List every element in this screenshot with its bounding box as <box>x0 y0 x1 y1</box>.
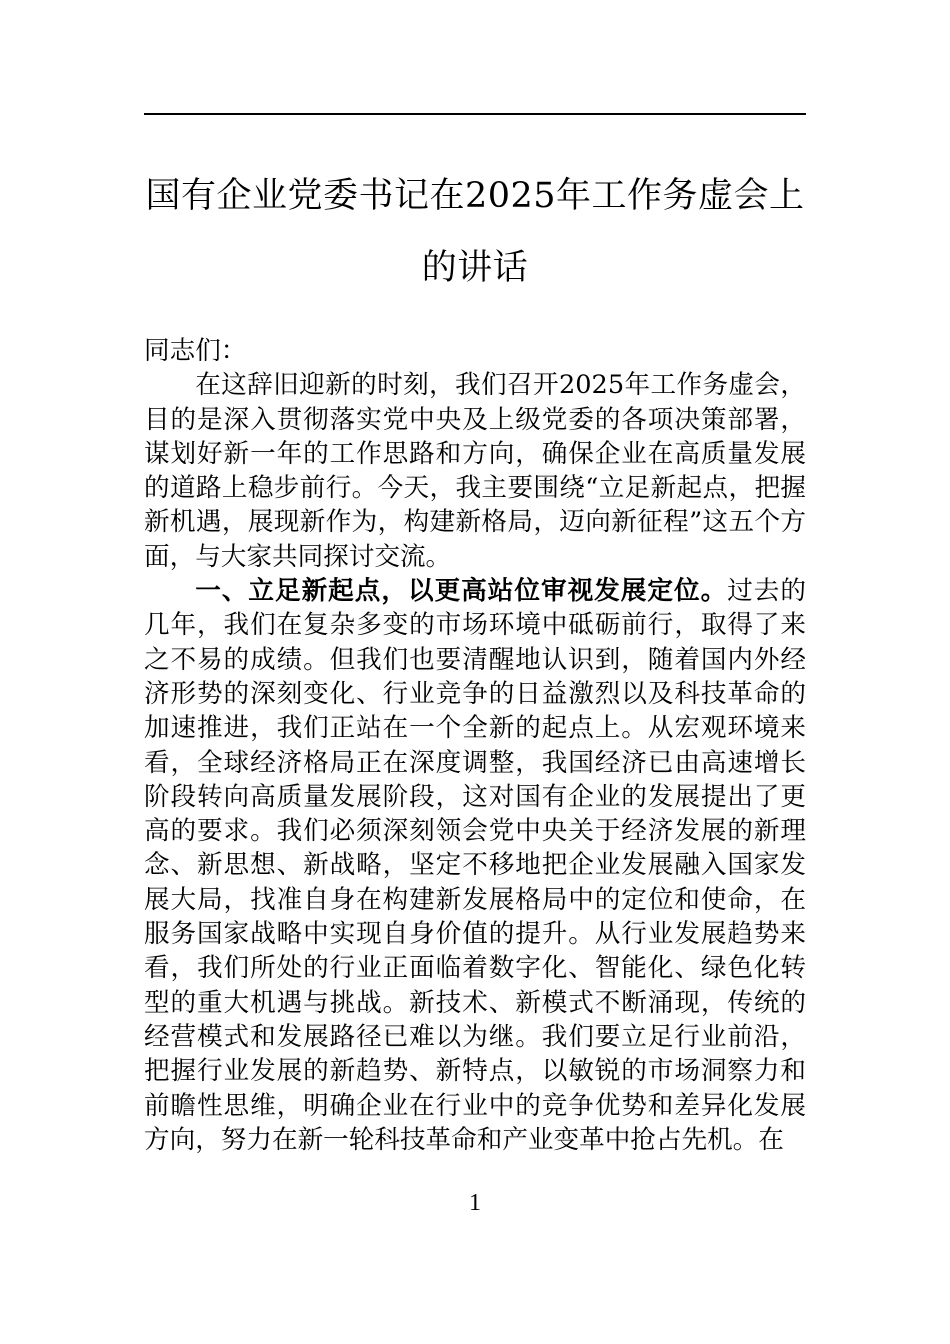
page-number: 1 <box>469 1190 481 1216</box>
section-heading: 一、立足新起点，以更高站位审视发展定位。 <box>195 576 728 607</box>
document-body <box>144 334 806 1157</box>
paragraph-section-one <box>144 574 806 1157</box>
top-rule <box>144 113 806 115</box>
paragraph-intro-text: 在这辞旧迎新的时刻，我们召开2025年工作务虚会，目的是深入贯彻落实党中央及上级党委的各项决策部署，谋划好新一年的工作思路和方向，确保企业在高质量发展的道路上稳步前行。今天，我主要围绕“立足新起点，把握新机遇，展现新作为，构建新格局，迈向新征程”这五个方面，与大家共同探讨交流。 <box>144 370 806 572</box>
salutation: 同志们： <box>144 336 247 366</box>
paragraph-intro <box>144 368 806 574</box>
document-title: 国有企业党委书记在2025年工作务虚会上的讲话 <box>145 176 805 288</box>
paragraph-section-one-text: 过去的几年，我们在复杂多变的市场环境中砥砺前行，取得了来之不易的成绩。但我们也要清醒地认识到，随着国内外经济形势的深刻变化、行业竞争的日益激烈以及科技革命的加速推进，我们正站在一个全新的起点上。从宏观环境来看，全球经济格局正在深度调整，我国经济已由高速增长阶段转向高质量发展阶段，这对国有企业的发展提出了更高的要求。我们必须深刻领会党中央关于经济发展的新理念、新思想、新战略，坚定不移地把企业发展融入国家发展大局，找准自身在构建新发展格局中的定位和使命，在服务国家战略中实现自身价值的提升。从行业发展趋势来看，我们所处的行业正面临着数字化、智能化、绿色化转型的重大机遇与挑战。新技术、新模式不断涌现，传统的经营模式和发展路径已难以为继。我们要立足行业前沿，把握行业发展的新趋势、新特点，以敏锐的市场洞察力和前瞻性思维，明确企业在行业中的竞争优势和差异化发展方向，努力在新一轮科技革命和产业变革中抢占先机。在 <box>144 576 806 1155</box>
